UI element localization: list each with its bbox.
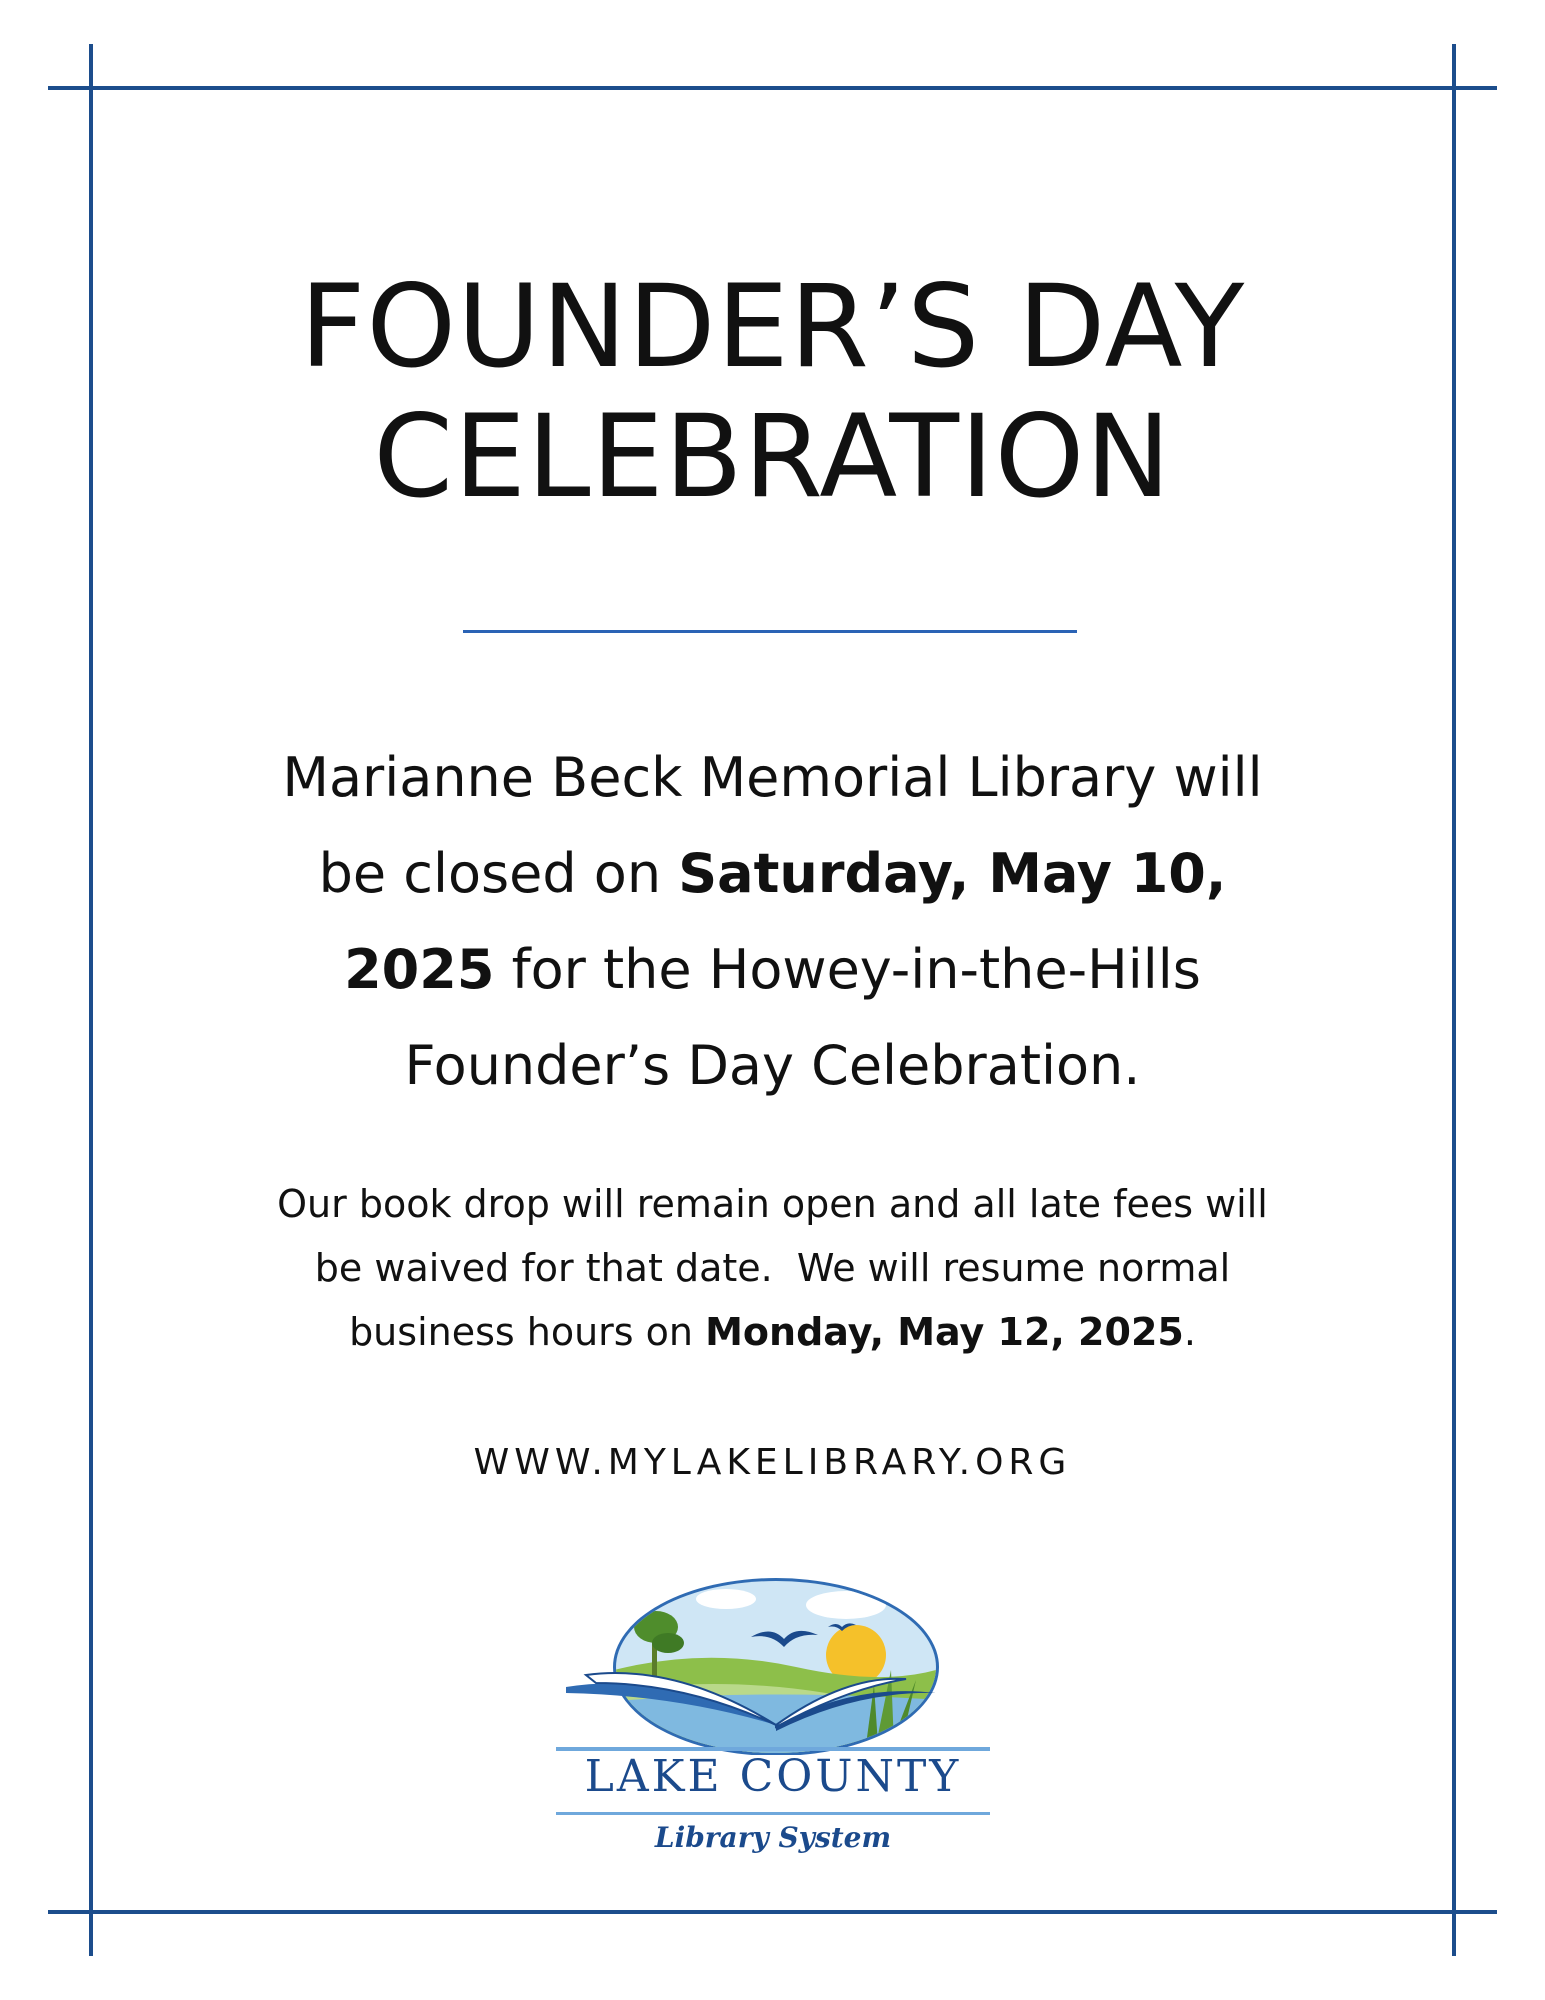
title-line-1: FOUNDER’S DAY (299, 260, 1246, 393)
resume-date: Monday, May 12, 2025 (705, 1310, 1184, 1354)
announcement-line-3: 2025 for the Howey-in-the-Hills (344, 938, 1201, 1001)
notice-line-3: business hours on Monday, May 12, 2025. (349, 1310, 1196, 1354)
frame-right-line (1452, 44, 1456, 1956)
announcement-line-4: Founder’s Day Celebration. (404, 1034, 1141, 1097)
announcement-line-1: Marianne Beck Memorial Library will (282, 746, 1263, 809)
title-divider (463, 630, 1077, 633)
notice-line-2: be waived for that date. We will resume normal (314, 1246, 1231, 1290)
logo-emblem-icon (556, 1575, 990, 1755)
frame-left-line (89, 44, 93, 1956)
closure-year: 2025 (344, 938, 495, 1001)
closure-date: Saturday, May 10, (678, 842, 1227, 905)
logo-divider (556, 1811, 990, 1817)
notice-line-1: Our book drop will remain open and all late fees will (277, 1182, 1268, 1226)
logo-name: LAKE COUNTY (584, 1751, 962, 1802)
announcement-line-2: be closed on Saturday, May 10, (318, 842, 1227, 905)
logo-subtitle: Library System (654, 1821, 892, 1854)
frame-bottom-line (48, 1910, 1497, 1914)
frame-top-line (48, 86, 1497, 90)
website-link[interactable]: WWW.MYLAKELIBRARY.ORG (473, 1442, 1072, 1483)
closure-announcement (150, 730, 1395, 1114)
book-drop-notice (150, 1172, 1395, 1364)
title-line-2: CELEBRATION (373, 390, 1172, 523)
lake-county-library-logo (556, 1575, 990, 1865)
page-title (150, 262, 1395, 522)
